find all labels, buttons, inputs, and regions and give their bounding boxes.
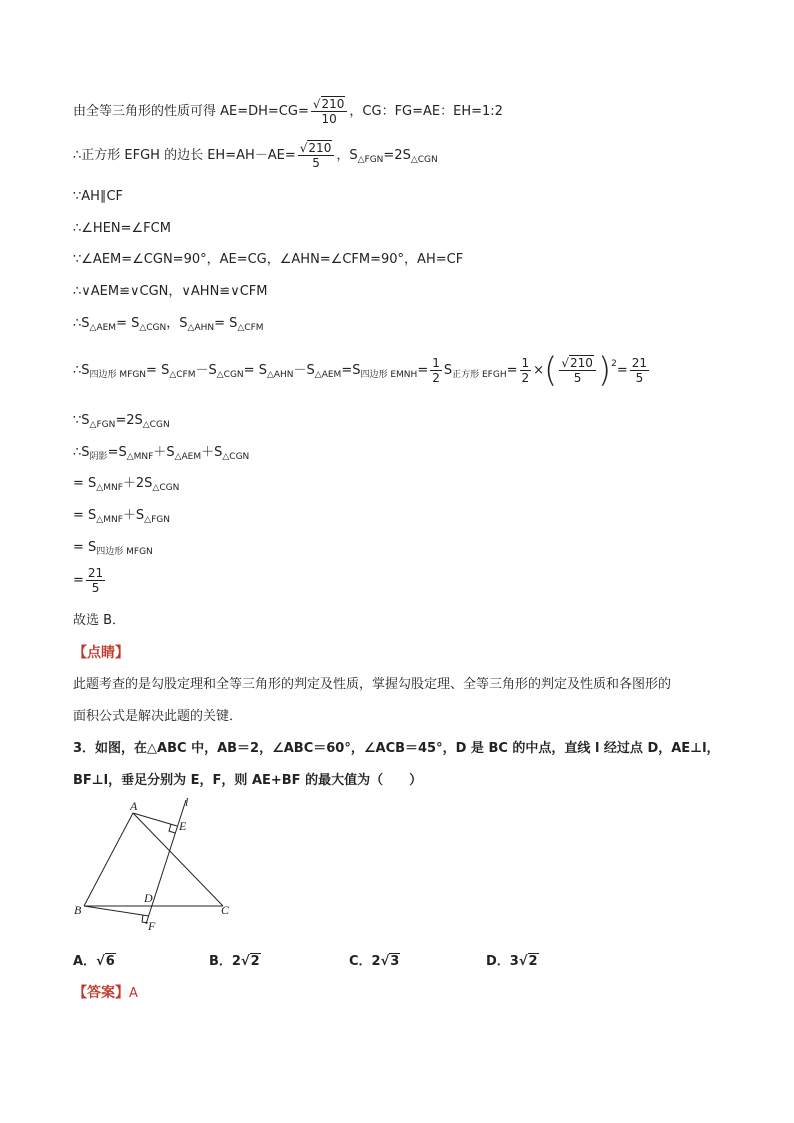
denominator: 5	[635, 371, 644, 385]
option-label: C．2	[349, 954, 381, 969]
line-1	[73, 97, 503, 126]
paragraph-line-2: 面积公式是解决此题的关键．	[73, 709, 243, 724]
answer-header: 【答案】	[73, 985, 129, 1001]
line-3: ∵AH∥CF	[73, 189, 123, 204]
label-l: l	[185, 798, 189, 809]
subscript: △AEM	[89, 323, 117, 333]
subscript: 四边形 EMNH	[360, 370, 418, 380]
subscript: 四边形 MFGN	[89, 370, 147, 380]
subscript: △MNF	[96, 483, 123, 493]
text: ×	[533, 363, 545, 378]
line-15: 故选 B．	[73, 613, 126, 628]
denominator: 5	[91, 581, 100, 595]
text: =2S	[115, 413, 143, 428]
answer-value: A	[129, 986, 138, 1001]
fraction	[630, 356, 649, 385]
text: －S	[293, 363, 315, 378]
line-11	[73, 475, 179, 497]
fraction: $\frac{√210}{10}$	[311, 97, 348, 126]
text: =	[506, 363, 518, 378]
radicand: 2	[250, 954, 260, 969]
text: =2S	[383, 148, 411, 163]
triangle-figure	[68, 798, 248, 938]
subscript: △MNF	[96, 515, 123, 525]
option-c[interactable]	[349, 950, 400, 969]
question-line-2: BF⊥l，垂足分别为 E，F，则 AE+BF 的最大值为（ ）	[73, 773, 423, 788]
text: ∴S	[73, 445, 90, 460]
label-a: A	[130, 799, 138, 813]
denominator: 10	[321, 112, 337, 126]
option-label: D．3	[486, 954, 519, 969]
line-8	[73, 350, 651, 391]
line-2	[73, 141, 438, 170]
line-9	[73, 412, 170, 434]
text: =S	[341, 363, 361, 378]
radicand: 3	[390, 954, 400, 969]
subscript: △CGN	[152, 483, 180, 493]
label-f: F	[148, 919, 156, 933]
line-14	[73, 566, 107, 595]
line-7	[73, 315, 264, 337]
denominator: 2	[521, 371, 530, 385]
option-label: A．	[73, 954, 97, 969]
text: ∴正方形 EFGH 的边长 EH=AH－AE=	[73, 148, 296, 163]
option-label: B．2	[209, 954, 241, 969]
line-10	[73, 444, 249, 466]
text: =	[616, 363, 628, 378]
subscript: △FGN	[89, 420, 116, 430]
subscript: △CGN	[142, 420, 170, 430]
radicand: 210	[321, 97, 345, 111]
sqrt: √6	[96, 954, 115, 969]
subscript: 阴影	[89, 452, 108, 462]
label-e: E	[179, 819, 187, 833]
text: ＋S	[153, 445, 175, 460]
text: ∴S	[73, 316, 90, 331]
numerator: 1	[432, 356, 440, 370]
numerator: 1	[521, 356, 530, 370]
sqrt: √2	[518, 954, 538, 969]
label-b: B	[74, 903, 82, 917]
text: =	[73, 573, 84, 588]
denominator: 2	[432, 371, 440, 385]
fraction	[86, 566, 105, 595]
subscript: △CGN	[139, 323, 167, 333]
radicand: 210	[308, 141, 332, 155]
subscript: △MNF	[126, 452, 154, 462]
radicand: 2	[528, 954, 538, 969]
text: ，S	[166, 316, 188, 331]
text: ，CG：FG=AE：EH=1:2	[349, 104, 503, 119]
label-d: D	[144, 891, 153, 905]
line-12	[73, 507, 170, 529]
denominator: 5	[573, 371, 582, 385]
option-a[interactable]	[73, 950, 116, 969]
line-5: ∵∠AEM=∠CGN=90°，AE=CG，∠AHN=∠CFM=90°，AH=CF	[73, 252, 464, 267]
line-4: ∴∠HEN=∠FCM	[73, 221, 171, 236]
subscript: △CGN	[410, 155, 438, 165]
left-paren: (	[544, 350, 558, 391]
subscript: △CGN	[222, 452, 250, 462]
subscript: △AHN	[187, 323, 215, 333]
text: ＋2S	[122, 476, 153, 491]
subscript: △CFM	[169, 370, 196, 380]
denominator: 5	[312, 156, 320, 170]
subscript: △AEM	[314, 370, 342, 380]
text: = S	[73, 476, 97, 491]
segment-ab	[84, 813, 133, 906]
text: = S	[146, 363, 170, 378]
text: = S	[73, 508, 97, 523]
text: ，S	[336, 148, 358, 163]
text: ＋S	[201, 445, 223, 460]
text: =	[417, 363, 429, 378]
subscript: △CGN	[216, 370, 244, 380]
text: S	[443, 363, 453, 378]
radicand: 210	[569, 356, 593, 370]
text: ∴S	[73, 363, 90, 378]
subscript: 四边形 MFGN	[96, 547, 153, 557]
radicand: 6	[105, 954, 115, 969]
subscript: 正方形 EFGH	[452, 370, 507, 380]
fraction: $\frac{√210}{5}$	[298, 141, 335, 170]
text: －S	[195, 363, 217, 378]
superscript: 2	[611, 359, 617, 369]
text: =S	[107, 445, 127, 460]
subscript: △FGN	[357, 155, 384, 165]
subscript: △CFM	[237, 323, 264, 333]
fraction	[430, 356, 442, 385]
subscript: △FGN	[144, 515, 170, 525]
sqrt: √3	[380, 954, 400, 969]
option-b[interactable]	[209, 950, 261, 969]
sqrt: √2	[240, 954, 260, 969]
numerator: 21	[87, 566, 104, 580]
right-paren: )	[597, 350, 612, 391]
line-13	[73, 539, 153, 561]
fraction: $\frac{√210}{5}$	[559, 356, 596, 385]
paragraph-line-1: 此题考查的是勾股定理和全等三角形的判定及性质，掌握勾股定理、全等三角形的判定及性质和各图形的	[73, 677, 672, 692]
segment-bf	[84, 906, 149, 916]
text: ＋S	[122, 508, 145, 523]
answer-line	[73, 984, 138, 1003]
subscript: △AEM	[174, 452, 202, 462]
text: = S	[243, 363, 267, 378]
fraction	[520, 356, 532, 385]
text: = S	[214, 316, 238, 331]
subscript: △AHN	[266, 370, 294, 380]
section-header-dianjing: 【点睛】	[73, 645, 129, 661]
label-c: C	[221, 903, 230, 917]
option-d[interactable]	[486, 950, 539, 969]
text: ∵S	[73, 413, 90, 428]
line-6: ∴∨AEM≌∨CGN，∨AHN≌∨CFM	[73, 284, 268, 299]
text: = S	[73, 540, 97, 555]
numerator: 21	[631, 356, 648, 370]
question-line-1: 3．如图，在△ABC 中，AB＝2，∠ABC＝60°，∠ACB＝45°，D 是 BC 的中点，直线 l 经过点 D，AE⊥l，	[73, 741, 720, 756]
text: 由全等三角形的性质可得 AE=DH=CG=	[73, 104, 309, 119]
text: = S	[116, 316, 140, 331]
